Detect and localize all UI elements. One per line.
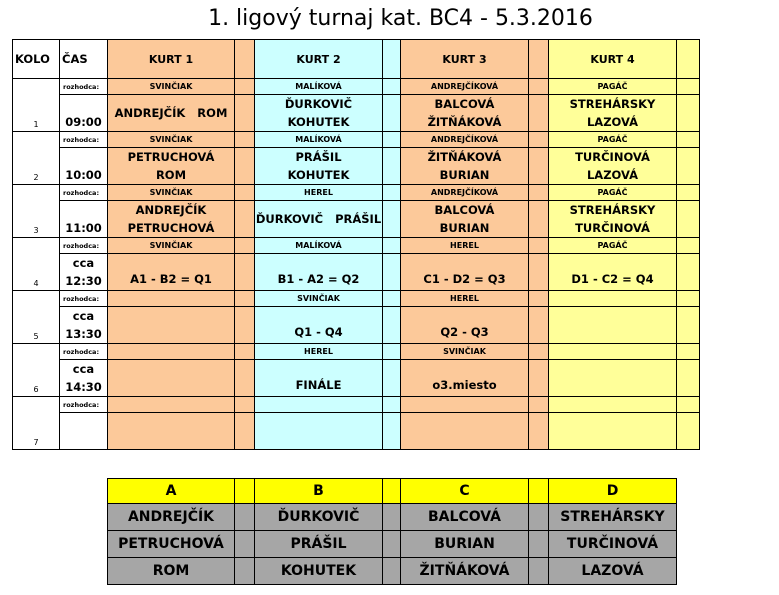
groups-table [107,478,677,585]
spacer-kurt1 [235,413,255,450]
spacer-kurt3 [529,360,549,397]
group-spacer [383,504,401,531]
spacer-kurt2 [383,307,401,344]
spacer-kurt4 [677,238,700,254]
match-kurt2 [255,201,383,238]
match-line1: TURČINOVÁ [575,150,650,164]
match-row [13,254,700,291]
match-kurt3 [401,201,529,238]
spacer-kurt1 [235,360,255,397]
match-kurt2 [255,307,383,344]
round-time [60,201,108,238]
spacer-kurt1 [235,201,255,238]
referee-kurt3: ANDREJČÍKOVÁ [401,79,529,95]
match-kurt3 [401,307,529,344]
referee-kurt3: ANDREJČÍKOVÁ [401,185,529,201]
kurt1-header: KURT 1 [108,40,235,79]
spacer-kurt2 [383,185,401,201]
match-row [13,148,700,185]
time-value: 11:00 [65,221,102,235]
approx-label: cca [72,256,95,270]
spacer-kurt2 [383,254,401,291]
match-line2: BURIAN [439,168,490,182]
spacer-kurt3 [529,291,549,307]
referee-kurt4 [549,397,677,413]
referee-row [13,344,700,360]
match-kurt1 [108,307,235,344]
match-kurt3 [401,95,529,132]
round-time [60,254,108,291]
spacer-kurt2 [383,413,401,450]
round-time [60,148,108,185]
spacer-kurt4 [677,307,700,344]
match-line2: ŽITŇÁKOVÁ [427,115,502,129]
spacer-kurt2 [383,201,401,238]
referee-kurt4 [549,291,677,307]
spacer-kurt3 [529,148,549,185]
match-kurt4 [549,95,677,132]
referee-label: rozhodca: [60,79,108,95]
referee-kurt2: HEREL [255,344,383,360]
match-line1: C1 - D2 = Q3 [423,272,506,286]
group-spacer [529,479,549,504]
match-kurt2 [255,95,383,132]
spacer-kurt4 [677,254,700,291]
group-header: B [255,479,383,504]
spacer-kurt4 [677,95,700,132]
match-line1: PETRUCHOVÁ [127,150,215,164]
group-member: STREHÁRSKY [549,504,677,531]
spacer-kurt3 [529,185,549,201]
match-line2: BURIAN [439,221,490,235]
spacer-kurt3 [529,95,549,132]
match-line2: LAZOVÁ [586,168,639,182]
referee-label: rozhodca: [60,397,108,413]
round-number: 3 [13,185,60,238]
time-value: 09:00 [65,115,102,129]
match-line1: B1 - A2 = Q2 [277,272,360,286]
kurt1-spacer [235,40,255,79]
referee-kurt3: ANDREJČÍKOVÁ [401,132,529,148]
group-row [108,531,677,558]
match-kurt2 [255,148,383,185]
match-kurt2 [255,254,383,291]
group-spacer [383,531,401,558]
group-member: PRÁŠIL [255,531,383,558]
kurt3-header: KURT 3 [401,40,529,79]
match-kurt2 [255,360,383,397]
group-header: A [108,479,235,504]
round-number: 7 [13,397,60,450]
time-value: 10:00 [65,168,102,182]
spacer-kurt1 [235,307,255,344]
header-row [13,40,700,79]
group-spacer [235,558,255,585]
referee-kurt3 [401,397,529,413]
spacer-kurt1 [235,344,255,360]
referee-row [13,79,700,95]
spacer-kurt4 [677,185,700,201]
spacer-kurt1 [235,254,255,291]
referee-kurt1 [108,291,235,307]
match-line1: STREHÁRSKY [569,97,656,111]
referee-kurt4: PAGÁČ [549,238,677,254]
spacer-kurt2 [383,360,401,397]
kurt2-spacer [383,40,401,79]
approx-label: cca [72,309,95,323]
round-number: 5 [13,291,60,344]
match-line1: ŽITŇÁKOVÁ [427,150,502,164]
group-spacer [529,558,549,585]
match-row [13,201,700,238]
match-kurt4 [549,201,677,238]
round-number: 2 [13,132,60,185]
referee-kurt1: SVINČIAK [108,132,235,148]
spacer-kurt1 [235,132,255,148]
round-number: 4 [13,238,60,291]
match-kurt4 [549,148,677,185]
referee-kurt4: PAGÁČ [549,185,677,201]
group-member: ŽITŇÁKOVÁ [401,558,529,585]
match-line1: Q1 - Q4 [294,325,343,339]
match-line1: ANDREJČÍK ROM [114,106,228,120]
match-kurt3 [401,360,529,397]
referee-kurt2: MALÍKOVÁ [255,79,383,95]
referee-label: rozhodca: [60,238,108,254]
match-line2: LAZOVÁ [586,115,639,129]
group-member: ĎURKOVIČ [255,504,383,531]
match-line1: D1 - C2 = Q4 [571,272,654,286]
spacer-kurt2 [383,79,401,95]
group-row [108,558,677,585]
match-kurt4 [549,413,677,450]
kurt3-spacer [529,40,549,79]
group-member: ANDREJČÍK [108,504,235,531]
round-time [60,95,108,132]
spacer-kurt2 [383,148,401,185]
kurt4-spacer [677,40,700,79]
referee-kurt1: SVINČIAK [108,238,235,254]
spacer-kurt3 [529,201,549,238]
cas-header: ČAS [60,40,108,79]
spacer-kurt4 [677,148,700,185]
referee-kurt1: SVINČIAK [108,79,235,95]
spacer-kurt2 [383,344,401,360]
spacer-kurt3 [529,344,549,360]
match-kurt4 [549,254,677,291]
round-number: 1 [13,79,60,132]
spacer-kurt4 [677,291,700,307]
match-kurt4 [549,307,677,344]
match-row [13,95,700,132]
match-kurt3 [401,148,529,185]
group-spacer [235,504,255,531]
spacer-kurt4 [677,201,700,238]
group-spacer [383,479,401,504]
round-number: 6 [13,344,60,397]
time-value: 14:30 [65,380,102,394]
match-line1: ĎURKOVIČ PRÁŠIL [255,212,382,226]
match-line2: ROM [155,168,187,182]
page-title: 1. ligový turnaj kat. BC4 - 5.3.2016 [208,6,593,31]
referee-kurt1 [108,344,235,360]
referee-label: rozhodca: [60,185,108,201]
spacer-kurt4 [677,132,700,148]
spacer-kurt3 [529,254,549,291]
spacer-kurt2 [383,238,401,254]
spacer-kurt3 [529,397,549,413]
group-member: KOHUTEK [255,558,383,585]
spacer-kurt4 [677,413,700,450]
referee-row [13,397,700,413]
kurt2-header: KURT 2 [255,40,383,79]
group-member: BALCOVÁ [401,504,529,531]
spacer-kurt3 [529,413,549,450]
match-line1: FINÁLE [295,378,342,392]
group-spacer [235,531,255,558]
match-row [13,360,700,397]
spacer-kurt4 [677,397,700,413]
match-line2: KOHUTEK [287,115,350,129]
match-line1: A1 - B2 = Q1 [130,272,212,286]
spacer-kurt1 [235,148,255,185]
referee-label: rozhodca: [60,344,108,360]
spacer-kurt3 [529,79,549,95]
referee-kurt1 [108,397,235,413]
referee-kurt4: PAGÁČ [549,132,677,148]
referee-label: rozhodca: [60,132,108,148]
match-kurt1 [108,201,235,238]
spacer-kurt1 [235,291,255,307]
referee-label: rozhodca: [60,291,108,307]
spacer-kurt1 [235,79,255,95]
group-row [108,504,677,531]
group-spacer [383,558,401,585]
time-value: 13:30 [65,327,102,341]
kolo-header: KOLO [13,40,60,79]
group-member: ROM [108,558,235,585]
group-member: TURČINOVÁ [549,531,677,558]
match-line1: PRÁŠIL [295,150,342,164]
group-spacer [235,479,255,504]
spacer-kurt2 [383,397,401,413]
referee-kurt2: HEREL [255,185,383,201]
referee-kurt2 [255,397,383,413]
referee-row [13,132,700,148]
referee-row [13,238,700,254]
match-line1: o3.miesto [432,378,497,392]
match-kurt3 [401,413,529,450]
round-time [60,360,108,397]
spacer-kurt3 [529,307,549,344]
round-time [60,307,108,344]
match-line1: ANDREJČÍK [135,203,207,217]
referee-kurt4 [549,344,677,360]
match-line1: BALCOVÁ [434,203,495,217]
match-line2: KOHUTEK [287,168,350,182]
referee-kurt3: HEREL [401,291,529,307]
spacer-kurt1 [235,95,255,132]
group-header: C [401,479,529,504]
match-kurt4 [549,360,677,397]
group-spacer [529,504,549,531]
match-kurt1 [108,254,235,291]
referee-kurt2: SVINČIAK [255,291,383,307]
spacer-kurt4 [677,344,700,360]
match-kurt1 [108,95,235,132]
referee-kurt3: SVINČIAK [401,344,529,360]
spacer-kurt1 [235,397,255,413]
match-row [13,413,700,450]
referee-kurt1: SVINČIAK [108,185,235,201]
time-value: 12:30 [65,274,102,288]
match-line1: STREHÁRSKY [569,203,656,217]
schedule-table [12,39,700,450]
round-time [60,413,108,450]
group-spacer [529,531,549,558]
spacer-kurt2 [383,291,401,307]
match-line2: PETRUCHOVÁ [127,221,215,235]
match-kurt3 [401,254,529,291]
match-line1: ĎURKOVIČ [284,97,353,111]
referee-kurt4: PAGÁČ [549,79,677,95]
match-kurt1 [108,148,235,185]
referee-kurt3: HEREL [401,238,529,254]
group-header: D [549,479,677,504]
match-kurt2 [255,413,383,450]
spacer-kurt2 [383,95,401,132]
spacer-kurt2 [383,132,401,148]
spacer-kurt3 [529,132,549,148]
spacer-kurt4 [677,79,700,95]
referee-row [13,185,700,201]
spacer-kurt4 [677,360,700,397]
spacer-kurt1 [235,238,255,254]
match-line2: TURČINOVÁ [575,221,650,235]
match-kurt1 [108,413,235,450]
groups-header-row [108,479,677,504]
spacer-kurt3 [529,238,549,254]
referee-row [13,291,700,307]
referee-kurt2: MALÍKOVÁ [255,132,383,148]
referee-kurt2: MALÍKOVÁ [255,238,383,254]
approx-label: cca [72,362,95,376]
spacer-kurt1 [235,185,255,201]
group-member: PETRUCHOVÁ [108,531,235,558]
match-kurt1 [108,360,235,397]
group-member: BURIAN [401,531,529,558]
match-row [13,307,700,344]
group-member: LAZOVÁ [549,558,677,585]
kurt4-header: KURT 4 [549,40,677,79]
match-line1: BALCOVÁ [434,97,495,111]
match-line1: Q2 - Q3 [440,325,489,339]
